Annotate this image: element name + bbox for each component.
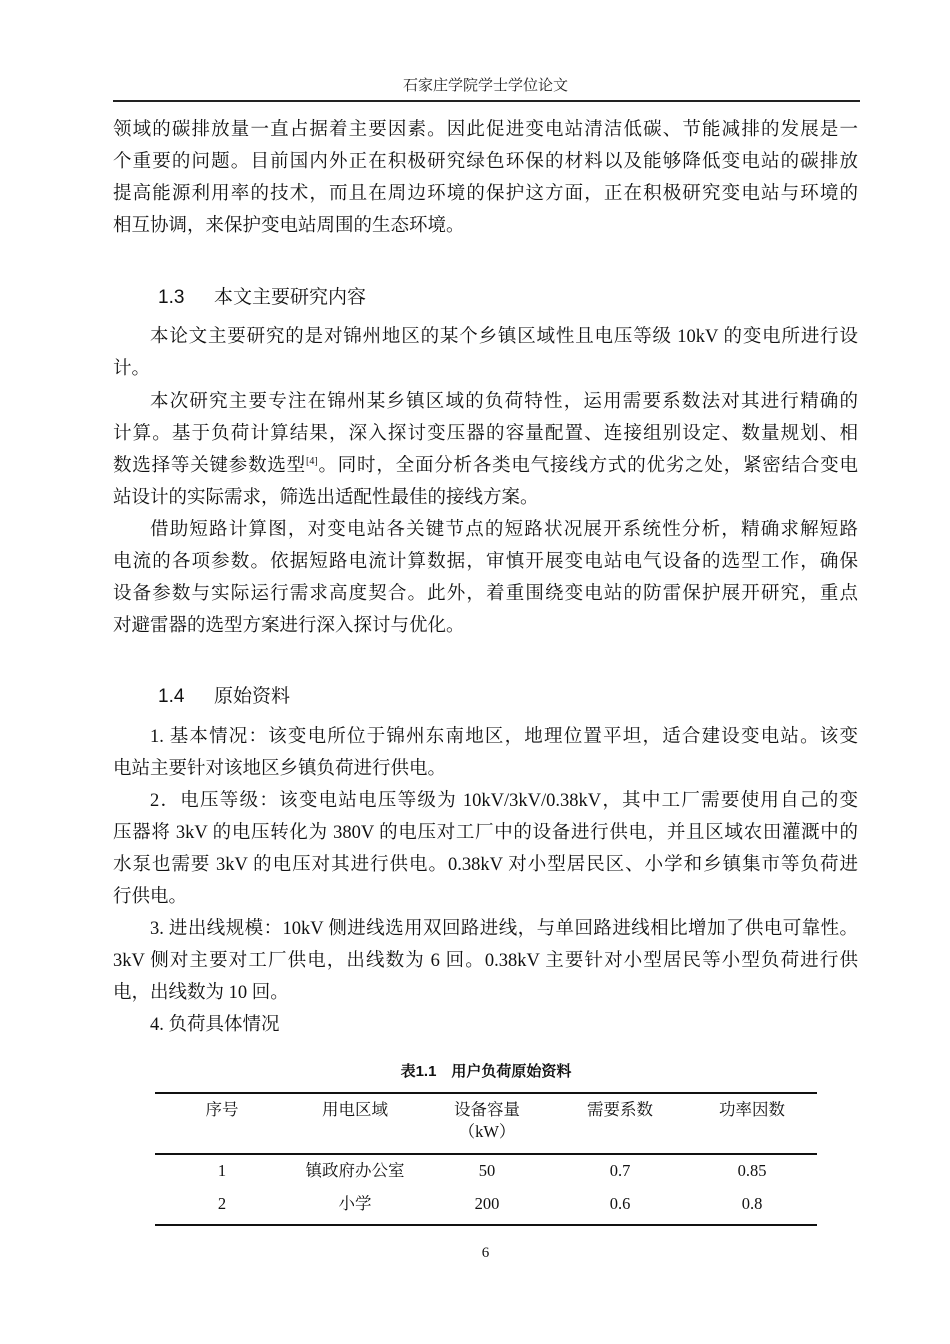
paragraph-line: 本次研究主要专注在锦州某乡镇区域的负荷特性，运用需要系数法对其进行精确的 xyxy=(150,392,858,412)
section-number: 1.4 xyxy=(158,686,185,707)
table-cell: 小学 xyxy=(338,1194,372,1213)
paragraph-line: 本论文主要研究的是对锦州地区的某个乡镇区域性且电压等级 10kV 的变电所进行设 xyxy=(150,327,858,347)
table-top-rule xyxy=(155,1092,817,1094)
paragraph-line: 行供电。 xyxy=(113,887,188,907)
paragraph-line: 水泵也需要 3kV 的电压对其进行供电。0.38kV 对小型居民区、小学和乡镇集市等负荷进 xyxy=(113,855,858,875)
page-number: 6 xyxy=(481,1245,490,1261)
paragraph-line: 电，出线数为 10 回。 xyxy=(113,983,289,1003)
paragraph-line: 站设计的实际需求，筛选出适配性最佳的接线方案。 xyxy=(113,488,539,508)
section-heading-1-3 xyxy=(158,282,366,314)
paragraph-line xyxy=(113,450,858,482)
section-heading-1-4 xyxy=(158,681,290,713)
section-number: 1.3 xyxy=(158,287,185,308)
table-cell: 0.6 xyxy=(609,1194,631,1213)
table-cell: 0.8 xyxy=(741,1194,763,1213)
paragraph-line: 1. 基本情况：该变电所位于锦州东南地区，地理位置平坦，适合建设变电站。该变 xyxy=(150,727,858,747)
section-title: 原始资料 xyxy=(214,686,291,707)
paragraph-line: 提高能源利用率的技术，而且在周边环境的保护这方面，正在积极研究变电站与环境的 xyxy=(113,184,858,204)
table-header-cell: 用电区域 xyxy=(322,1100,388,1119)
table-cell: 50 xyxy=(478,1161,496,1180)
table-caption: 表1.1 用户负荷原始资料 xyxy=(400,1063,572,1080)
paragraph-line: 压器将 3kV 的电压转化为 380V 的电压对工厂中的设备进行供电，并且区域农田灌溉中的 xyxy=(113,823,858,843)
table-cell: 镇政府办公室 xyxy=(305,1161,405,1180)
table-cell: 1 xyxy=(217,1161,227,1180)
paragraph-line: 3. 进出线规模：10kV 侧进线选用双回路进线，与单回路进线相比增加了供电可靠性。 xyxy=(150,919,858,939)
table-bottom-rule xyxy=(155,1224,817,1226)
paragraph-line: 4. 负荷具体情况 xyxy=(150,1015,280,1035)
header-rule xyxy=(113,100,860,102)
paragraph-line: 借助短路计算图，对变电站各关键节点的短路状况展开系统性分析，精确求解短路 xyxy=(150,520,858,540)
table-header-cell: 功率因数 xyxy=(719,1100,785,1119)
paragraph-line: 个重要的问题。目前国内外正在积极研究绿色环保的材料以及能够降低变电站的碳排放 xyxy=(113,152,858,172)
table-header-rule xyxy=(155,1153,817,1155)
table-cell: 0.7 xyxy=(609,1161,631,1180)
paragraph-line: 电流的各项参数。依据短路电流计算数据，审慎开展变电站电气设备的选型工作，确保 xyxy=(113,552,858,572)
paragraph-line: 对避雷器的选型方案进行深入探讨与优化。 xyxy=(113,616,465,636)
table-cell: 2 xyxy=(217,1194,227,1213)
paragraph-line: 电站主要针对该地区乡镇负荷进行供电。 xyxy=(113,759,447,779)
paragraph-line: 3kV 侧对主要对工厂供电，出线数为 6 回。0.38kV 主要针对小型居民等小型负荷进行供 xyxy=(113,951,858,971)
table-cell: 0.85 xyxy=(737,1161,767,1180)
table-header-cell: 需要系数 xyxy=(587,1100,653,1119)
table-header-cell: 序号 xyxy=(205,1100,239,1119)
text-span: 数选择等关键参数选型 xyxy=(113,456,306,476)
table-header-cell: 设备容量 xyxy=(454,1100,520,1119)
paragraph-line: 设备参数与实际运行需求高度契合。此外，着重围绕变电站的防雷保护展开研究，重点 xyxy=(113,584,858,604)
paragraph-line: 相互协调，来保护变电站周围的生态环境。 xyxy=(113,216,465,236)
table-header-unit: （kW） xyxy=(458,1122,516,1141)
citation-ref: [4] xyxy=(305,456,318,467)
paragraph-line: 领域的碳排放量一直占据着主要因素。因此促进变电站清洁低碳、节能减排的发展是一 xyxy=(113,120,858,140)
paragraph-line: 计算。基于负荷计算结果，深入探讨变压器的容量配置、连接组别设定、数量规划、相 xyxy=(113,424,858,444)
paragraph-line: 计。 xyxy=(113,359,151,379)
text-span: 。同时，全面分析各类电气接线方式的优劣之处，紧密结合变电 xyxy=(317,456,858,476)
section-title: 本文主要研究内容 xyxy=(214,287,367,308)
running-header: 石家庄学院学士学位论文 xyxy=(402,78,568,94)
paragraph-line: 2．电压等级：该变电站电压等级为 10kV/3kV/0.38kV，其中工厂需要使用自己的变 xyxy=(150,791,858,811)
table-cell: 200 xyxy=(474,1194,500,1213)
